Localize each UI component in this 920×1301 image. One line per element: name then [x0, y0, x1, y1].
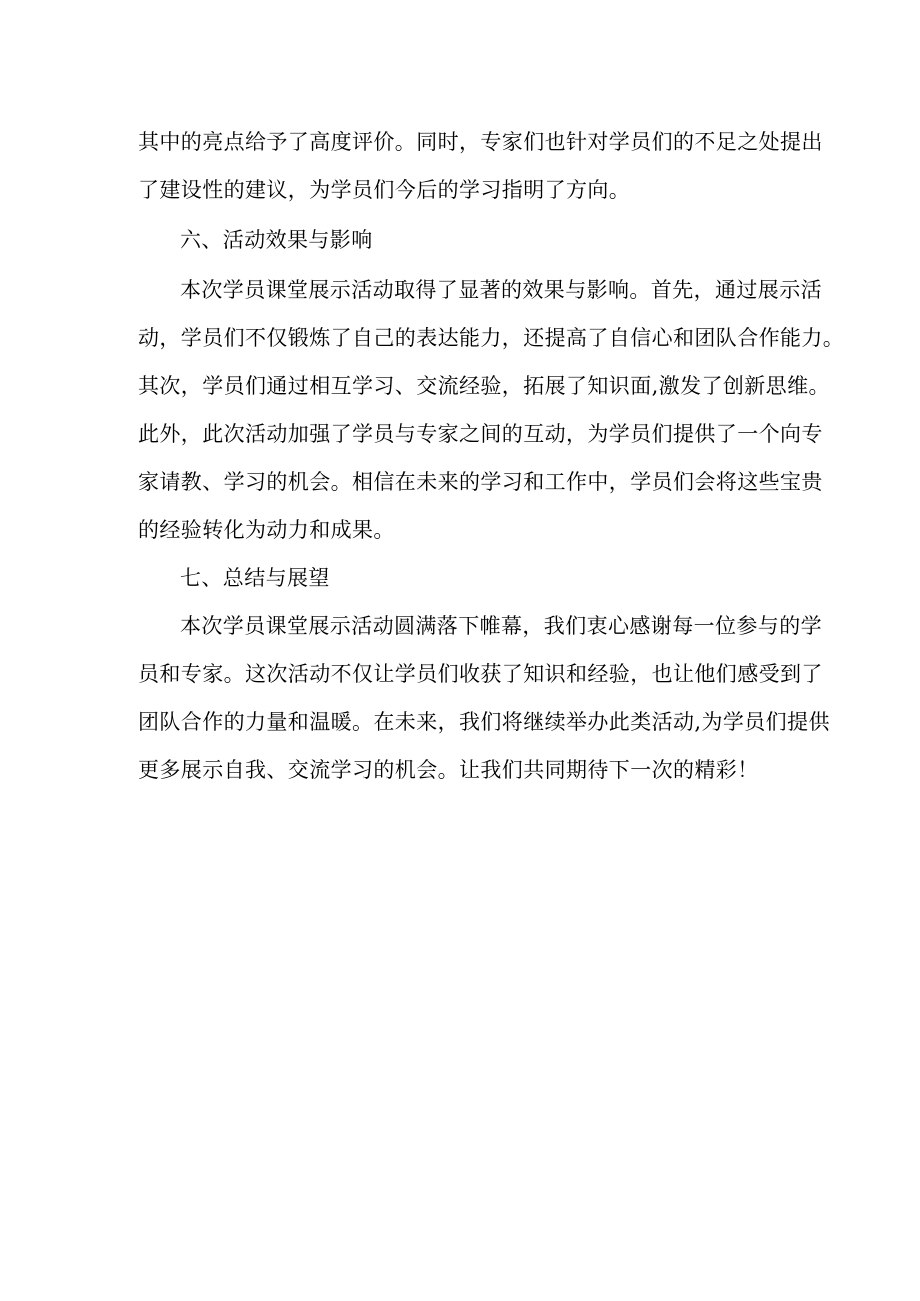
section-heading-6: 六、活动效果与影响 [180, 228, 373, 252]
body-text-line: 员和专家。这次活动不仅让学员们收获了知识和经验，也让他们感受到了 [138, 662, 823, 686]
section-heading-7: 七、总结与展望 [180, 566, 330, 590]
body-text-line: 家请教、学习的机会。相信在未来的学习和工作中，学员们会将这些宝贵 [138, 470, 823, 494]
body-text-line: 此外，此次活动加强了学员与专家之间的互动，为学员们提供了一个向专 [138, 422, 823, 446]
body-text-line: 动，学员们不仅锻炼了自己的表达能力，还提高了自信心和团队合作能力。 [138, 326, 845, 350]
body-text-line: 本次学员课堂展示活动圆满落下帷幕，我们衷心感谢每一位参与的学 [180, 614, 822, 638]
body-text-line: 的经验转化为动力和成果。 [138, 518, 395, 542]
body-text-line: 了建设性的建议，为学员们今后的学习指明了方向。 [138, 178, 631, 202]
body-text-line: 其中的亮点给予了高度评价。同时，专家们也针对学员们的不足之处提出 [138, 130, 823, 154]
body-text-line: 本次学员课堂展示活动取得了显著的效果与影响。首先，通过展示活 [180, 278, 822, 302]
body-text-line: 更多展示自我、交流学习的机会。让我们共同期待下一次的精彩！ [138, 758, 759, 782]
body-text-line: 团队合作的力量和温暖。在未来，我们将继续举办此类活动,为学员们提供 [138, 710, 830, 734]
body-text-line: 其次，学员们通过相互学习、交流经验，拓展了知识面,激发了创新思维。 [138, 374, 830, 398]
